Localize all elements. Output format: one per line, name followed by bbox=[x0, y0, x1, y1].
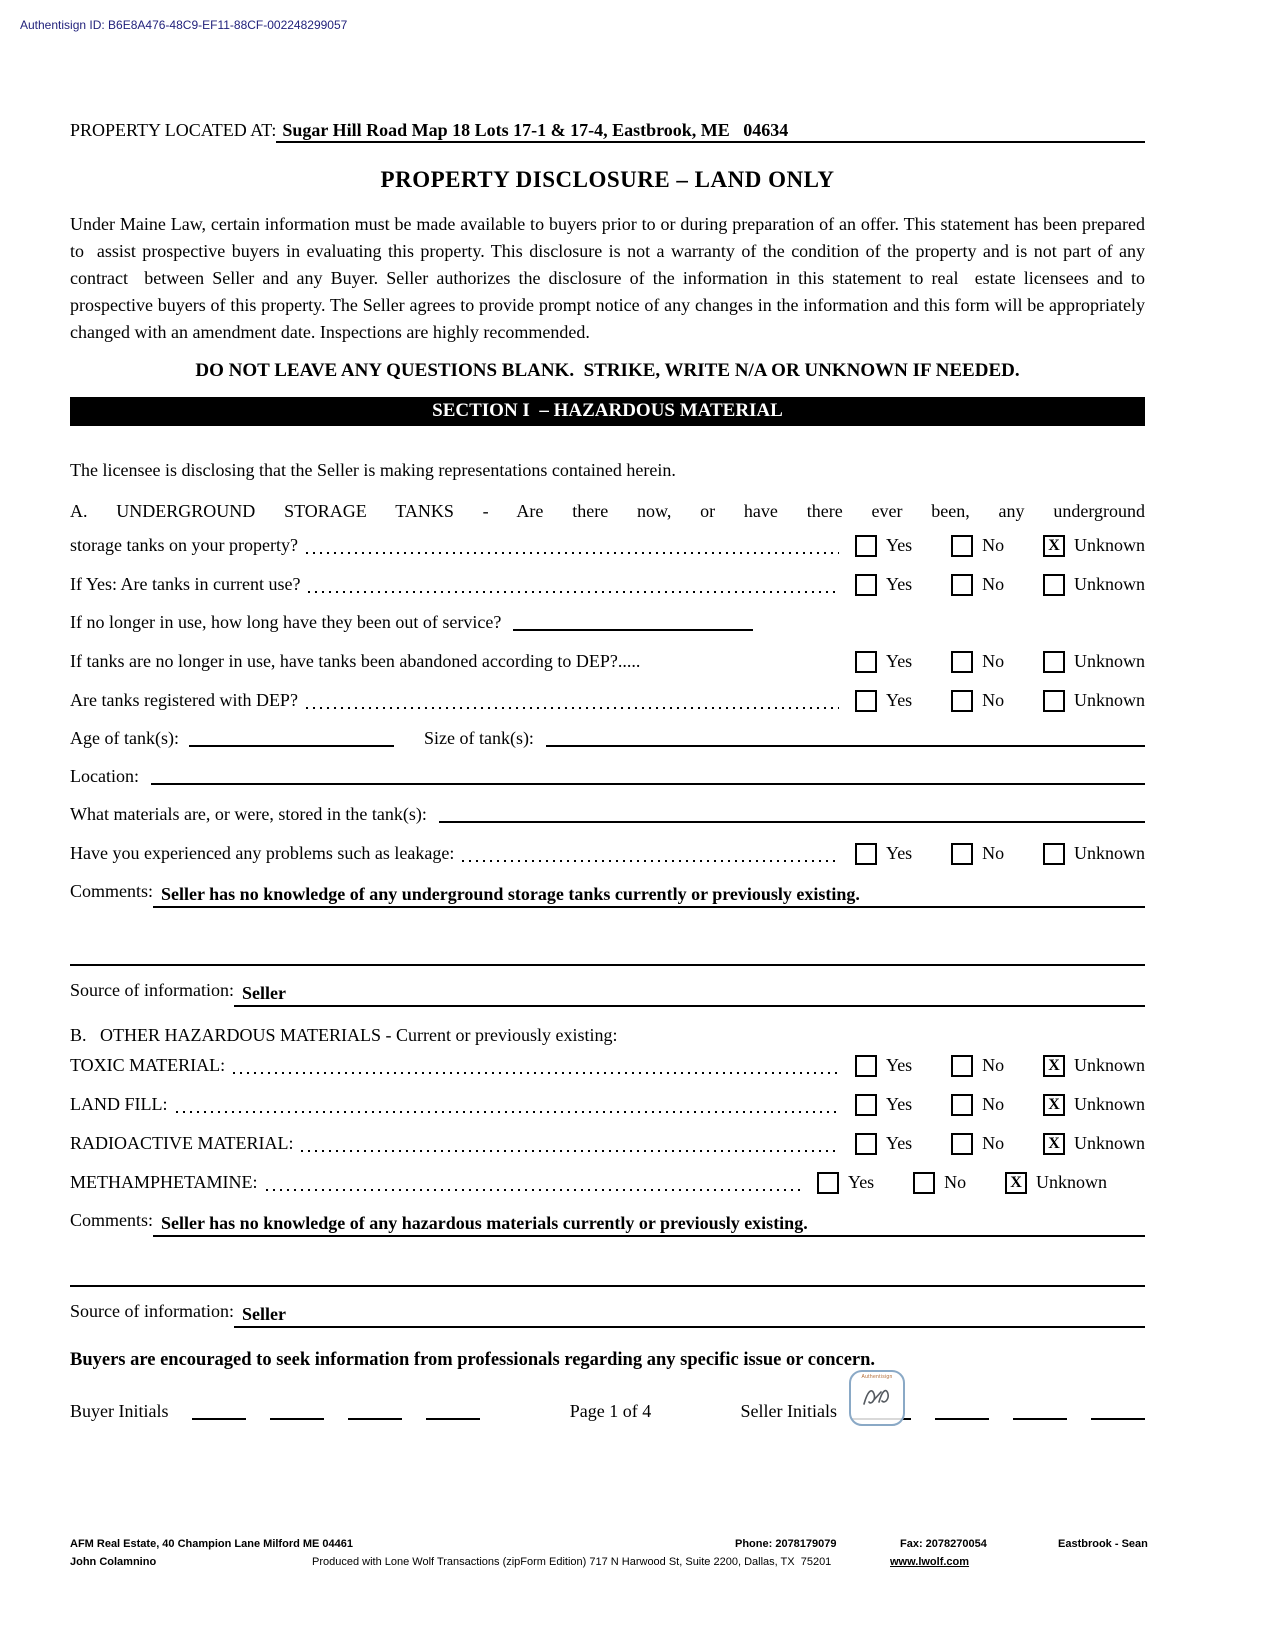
yes-checkbox[interactable] bbox=[855, 651, 877, 673]
dotted-leader bbox=[233, 1072, 839, 1074]
section-b-heading: B. OTHER HAZARDOUS MATERIALS - Current or previously existing: bbox=[70, 1025, 618, 1045]
question-row-current-use bbox=[70, 565, 1145, 604]
yes-label: Yes bbox=[886, 535, 913, 555]
initials-row bbox=[70, 1374, 1145, 1422]
age-size-row bbox=[70, 720, 1145, 758]
question-label: TOXIC MATERIAL: bbox=[70, 1055, 226, 1075]
seller-initial-line[interactable] bbox=[851, 1374, 911, 1420]
yes-no-unknown-group bbox=[855, 651, 1145, 673]
comments-row-b bbox=[70, 1202, 1145, 1243]
question-row-out-of-service bbox=[70, 604, 1145, 642]
buyer-initial-line[interactable] bbox=[348, 1414, 402, 1420]
question-label: If tanks are no longer in use, have tanks been abandoned according to DEP?..... bbox=[70, 651, 641, 671]
question-row-toxic bbox=[70, 1046, 1145, 1085]
unknown-checkbox[interactable] bbox=[1043, 843, 1065, 865]
buyer-initial-line[interactable] bbox=[270, 1414, 324, 1420]
unknown-checkbox[interactable]: X bbox=[1005, 1172, 1027, 1194]
location-row bbox=[70, 758, 1145, 796]
unknown-label: Unknown bbox=[1073, 690, 1145, 710]
dotted-leader bbox=[308, 591, 839, 593]
materials-field[interactable] bbox=[439, 817, 1145, 823]
unknown-label: Unknown bbox=[1073, 651, 1145, 671]
yes-checkbox[interactable] bbox=[855, 535, 877, 557]
seller-initial-line[interactable] bbox=[1013, 1414, 1067, 1420]
agent-name: John Colamnino bbox=[70, 1556, 157, 1568]
unknown-checkbox[interactable] bbox=[1043, 651, 1065, 673]
no-label: No bbox=[982, 1055, 1005, 1075]
unknown-checkbox[interactable] bbox=[1043, 690, 1065, 712]
source-label: Source of information: bbox=[70, 980, 234, 1000]
yes-label: Yes bbox=[886, 1133, 913, 1153]
buyers-advice-line: Buyers are encouraged to seek information from professionals regarding any specific issue or concern. bbox=[70, 1350, 876, 1370]
produced-with-text: Produced with Lone Wolf Transactions (zipForm Edition) 717 N Harwood St, Suite 2200, Dallas, TX 75201 bbox=[312, 1556, 832, 1568]
seller-initials-label: Seller Initials bbox=[740, 1401, 838, 1421]
no-label: No bbox=[982, 1094, 1005, 1114]
unknown-checkbox[interactable]: X bbox=[1043, 1094, 1065, 1116]
question-row-registered-dep bbox=[70, 681, 1145, 720]
unknown-label: Unknown bbox=[1073, 574, 1145, 594]
question-row-storage-tanks bbox=[70, 526, 1145, 565]
location-field[interactable] bbox=[151, 779, 1145, 785]
no-label: No bbox=[944, 1172, 967, 1192]
lwolf-link[interactable]: www.lwolf.com bbox=[890, 1556, 970, 1568]
size-field[interactable] bbox=[546, 741, 1145, 747]
handwritten-initials-icon bbox=[857, 1380, 897, 1412]
yes-label: Yes bbox=[886, 843, 913, 863]
brokerage-fax: Fax: 2078270054 bbox=[900, 1538, 987, 1550]
location-label: Location: bbox=[70, 766, 139, 786]
yes-label: Yes bbox=[848, 1172, 875, 1192]
no-checkbox[interactable] bbox=[951, 535, 973, 557]
dotted-leader bbox=[462, 860, 839, 862]
out-of-service-field[interactable] bbox=[513, 625, 753, 631]
yes-label: Yes bbox=[886, 1055, 913, 1075]
seller-initial-line[interactable] bbox=[935, 1414, 989, 1420]
unknown-label: Unknown bbox=[1073, 1055, 1145, 1075]
question-label: If no longer in use, how long have they been out of service? bbox=[70, 612, 502, 632]
unknown-label: Unknown bbox=[1073, 843, 1145, 863]
materials-label: What materials are, or were, stored in the tank(s): bbox=[70, 804, 427, 824]
comments-field-a[interactable]: Seller has no knowledge of any underground storage tanks currently or previously existing. bbox=[153, 884, 1145, 908]
unknown-label: Unknown bbox=[1035, 1172, 1107, 1192]
brokerage-phone: Phone: 2078179079 bbox=[735, 1538, 837, 1550]
comments-row-a bbox=[70, 873, 1145, 914]
warning-line: DO NOT LEAVE ANY QUESTIONS BLANK. STRIKE, WRITE N/A OR UNKNOWN IF NEEDED. bbox=[195, 360, 1020, 381]
dotted-leader bbox=[306, 707, 839, 709]
yes-no-unknown-group bbox=[855, 843, 1145, 865]
buyer-initial-line[interactable] bbox=[426, 1414, 480, 1420]
yes-checkbox[interactable] bbox=[817, 1172, 839, 1194]
question-row-methamphetamine bbox=[70, 1163, 1145, 1202]
yes-label: Yes bbox=[886, 651, 913, 671]
document-page bbox=[70, 0, 1150, 1422]
no-checkbox[interactable] bbox=[951, 1133, 973, 1155]
no-label: No bbox=[982, 651, 1005, 671]
page-title: PROPERTY DISCLOSURE – LAND ONLY bbox=[380, 167, 835, 192]
dotted-leader bbox=[301, 1150, 839, 1152]
buyer-initial-line[interactable] bbox=[192, 1414, 246, 1420]
no-checkbox[interactable] bbox=[951, 574, 973, 596]
yes-no-unknown-group bbox=[855, 1055, 1145, 1077]
question-label: If Yes: Are tanks in current use? bbox=[70, 574, 301, 594]
question-label: RADIOACTIVE MATERIAL: bbox=[70, 1133, 294, 1153]
question-row-abandoned-dep bbox=[70, 642, 1145, 681]
yes-checkbox[interactable] bbox=[855, 1094, 877, 1116]
source-row-a bbox=[70, 972, 1145, 1013]
seller-initials-stamp[interactable] bbox=[849, 1370, 905, 1426]
yes-label: Yes bbox=[886, 690, 913, 710]
question-label: LAND FILL: bbox=[70, 1094, 168, 1114]
dotted-leader bbox=[306, 552, 839, 554]
unknown-checkbox[interactable]: X bbox=[1043, 1055, 1065, 1077]
yes-checkbox[interactable] bbox=[855, 1055, 877, 1077]
materials-row bbox=[70, 796, 1145, 834]
no-checkbox[interactable] bbox=[951, 651, 973, 673]
buyer-initials-label: Buyer Initials bbox=[70, 1401, 169, 1421]
licensee-note: The licensee is disclosing that the Seller is making representations contained herein. bbox=[70, 460, 676, 480]
age-field[interactable] bbox=[189, 741, 394, 747]
question-label: METHAMPHETAMINE: bbox=[70, 1172, 258, 1192]
no-checkbox[interactable] bbox=[951, 690, 973, 712]
comments-continuation-line-b[interactable] bbox=[70, 1285, 1145, 1287]
authentisign-id: Authentisign ID: B6E8A476-48C9-EF11-88CF-002248299057 bbox=[20, 18, 348, 32]
property-located-value[interactable]: Sugar Hill Road Map 18 Lots 17-1 & 17-4, Eastbrook, ME 04634 bbox=[276, 120, 1145, 143]
source-row-b bbox=[70, 1293, 1145, 1334]
section-a-heading: A. UNDERGROUND STORAGE TANKS - Are there now, or have there ever been, any underground bbox=[70, 501, 1145, 521]
yes-checkbox[interactable] bbox=[855, 1133, 877, 1155]
brokerage-office: AFM Real Estate, 40 Champion Lane Milford ME 04461 bbox=[70, 1538, 354, 1550]
comments-label: Comments: bbox=[70, 881, 154, 901]
source-field-a[interactable]: Seller bbox=[234, 983, 1145, 1007]
yes-checkbox[interactable] bbox=[855, 574, 877, 596]
unknown-checkbox[interactable] bbox=[1043, 574, 1065, 596]
no-label: No bbox=[982, 690, 1005, 710]
yes-no-unknown-group bbox=[855, 574, 1145, 596]
yes-no-unknown-group bbox=[855, 535, 1145, 557]
source-label: Source of information: bbox=[70, 1301, 234, 1321]
question-row-landfill bbox=[70, 1085, 1145, 1124]
yes-no-unknown-group bbox=[855, 690, 1145, 712]
no-label: No bbox=[982, 843, 1005, 863]
source-field-b[interactable]: Seller bbox=[234, 1304, 1145, 1328]
unknown-checkbox[interactable]: X bbox=[1043, 535, 1065, 557]
yes-label: Yes bbox=[886, 574, 913, 594]
yes-checkbox[interactable] bbox=[855, 843, 877, 865]
question-label: storage tanks on your property? bbox=[70, 535, 298, 555]
comments-label: Comments: bbox=[70, 1210, 154, 1230]
file-reference: Eastbrook - Sean bbox=[1058, 1538, 1148, 1550]
yes-checkbox[interactable] bbox=[855, 690, 877, 712]
yes-no-unknown-group bbox=[855, 1133, 1145, 1155]
no-checkbox[interactable] bbox=[951, 843, 973, 865]
yes-label: Yes bbox=[886, 1094, 913, 1114]
question-label: Are tanks registered with DEP? bbox=[70, 690, 298, 710]
yes-no-unknown-group bbox=[855, 1094, 1145, 1116]
no-label: No bbox=[982, 574, 1005, 594]
no-checkbox[interactable] bbox=[951, 1055, 973, 1077]
no-label: No bbox=[982, 1133, 1005, 1153]
question-row-radioactive bbox=[70, 1124, 1145, 1163]
age-label: Age of tank(s): bbox=[70, 728, 179, 748]
seller-initial-line[interactable] bbox=[1091, 1414, 1145, 1420]
fine-print-footer bbox=[70, 1538, 1210, 1588]
page-number: Page 1 of 4 bbox=[569, 1401, 652, 1421]
comments-continuation-line-a[interactable] bbox=[70, 964, 1145, 966]
intro-paragraph: Under Maine Law, certain information must be made available to buyers prior to or during preparation of an offer. This statement has been prepared to assist prospective buyers in evaluating this property. This disclosure is not a warranty of the condition of the property and is not part of any contract between Seller and any Buyer. Seller authorizes the disclosure of the information in this statement to real estate licensees and to prospective buyers of this property. The Seller agrees to provide prompt notice of any changes in the information and this form will be appropriately changed with an amendment date. Inspections are highly recommended. bbox=[70, 214, 1150, 342]
property-located-label: PROPERTY LOCATED AT: bbox=[70, 120, 277, 140]
section-1-header-bar: SECTION I – HAZARDOUS MATERIAL bbox=[70, 397, 1145, 426]
dotted-leader bbox=[266, 1189, 801, 1191]
no-label: No bbox=[982, 535, 1005, 555]
comments-field-b[interactable]: Seller has no knowledge of any hazardous materials currently or previously existing. bbox=[153, 1213, 1145, 1237]
unknown-label: Unknown bbox=[1073, 1094, 1145, 1114]
unknown-checkbox[interactable]: X bbox=[1043, 1133, 1065, 1155]
property-located-line bbox=[70, 120, 1145, 143]
no-checkbox[interactable] bbox=[951, 1094, 973, 1116]
no-checkbox[interactable] bbox=[913, 1172, 935, 1194]
unknown-label: Unknown bbox=[1073, 535, 1145, 555]
size-label: Size of tank(s): bbox=[423, 728, 534, 748]
question-label: Have you experienced any problems such as leakage: bbox=[70, 843, 455, 863]
unknown-label: Unknown bbox=[1073, 1133, 1145, 1153]
dotted-leader bbox=[176, 1111, 840, 1113]
stamp-brand-text: Authentisign bbox=[861, 1374, 893, 1380]
yes-no-unknown-group bbox=[817, 1172, 1107, 1194]
question-row-leakage bbox=[70, 834, 1145, 873]
